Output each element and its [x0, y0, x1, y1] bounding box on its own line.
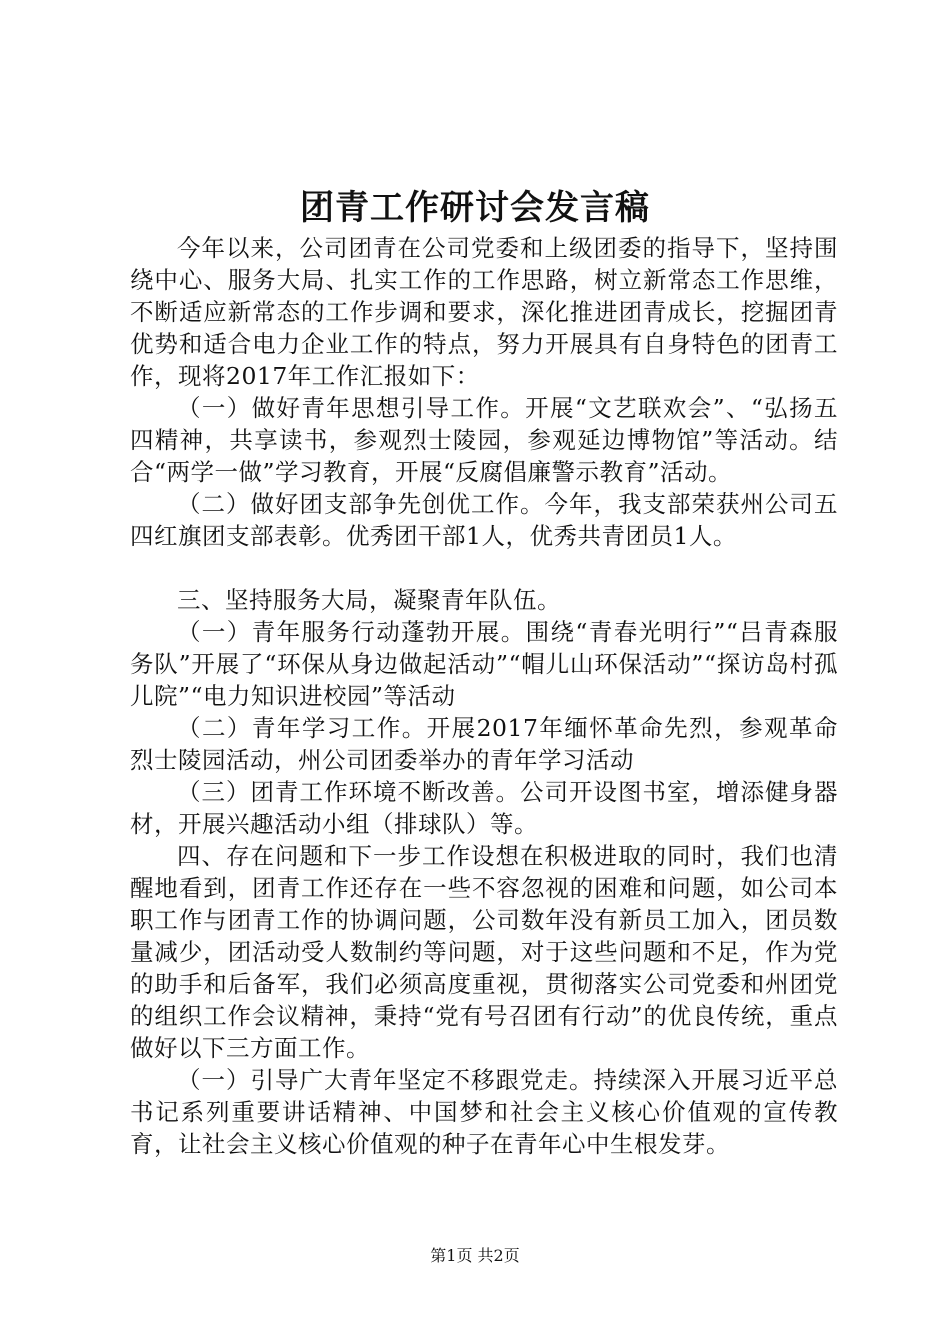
paragraph-gap — [130, 552, 838, 584]
paragraph-3-1: （一）青年服务行动蓬勃开展。围绕“青春光明行”“吕青森服务队”开展了“环保从身边做起活动”“帽儿山环保活动”“探访岛村孤儿院”“电力知识进校园”等活动 — [130, 618, 838, 710]
paragraph-3-3: （三）团青工作环境不断改善。公司开设图书室，增添健身器材，开展兴趣活动小组（排球队）等。 — [130, 778, 838, 838]
section-4: 四、存在问题和下一步工作设想在积极进取的同时，我们也清醒地看到，团青工作还存在一些不容忽视的困难和问题，如公司本职工作与团青工作的协调问题，公司数年没有新员工加入，团员数量减少，团活动受人数制约等问题，对于这些问题和不足，作为党的助手和后备军，我们必须高度重视，贯彻落实公司党委和州团党的组织工作会议精神，秉持“党有号召团有行动”的优良传统，重点做好以下三方面工作。 — [130, 842, 838, 1062]
paragraph-1-2: （二）做好团支部争先创优工作。今年，我支部荣获州公司五四红旗团支部表彰。优秀团干部1人，优秀共青团员1人。 — [130, 490, 838, 550]
paragraph-4-1: （一）引导广大青年坚定不移跟党走。持续深入开展习近平总书记系列重要讲话精神、中国梦和社会主义核心价值观的宣传教育，让社会主义核心价值观的种子在青年心中生根发芽。 — [130, 1066, 838, 1158]
paragraph-intro: 今年以来，公司团青在公司党委和上级团委的指导下，坚持围绕中心、服务大局、扎实工作的工作思路，树立新常态工作思维，不断适应新常态的工作步调和要求，深化推进团青成长，挖掘团青优势和适合电力企业工作的特点，努力开展具有自身特色的团青工作，现将2017年工作汇报如下： — [130, 234, 838, 390]
section-heading-3: 三、坚持服务大局，凝聚青年队伍。 — [177, 586, 561, 614]
page-footer: 第1页 共2页 — [430, 1246, 520, 1265]
paragraph-1-1: （一）做好青年思想引导工作。开展“文艺联欢会”、“弘扬五四精神，共享读书，参观烈士陵园，参观延边博物馆”等活动。结合“两学一做”学习教育，开展“反腐倡廉警示教育”活动。 — [130, 394, 838, 486]
document-body — [130, 232, 838, 1160]
paragraph-3-2: （二）青年学习工作。开展2017年缅怀革命先烈，参观革命烈士陵园活动，州公司团委举办的青年学习活动 — [130, 714, 838, 774]
document-title: 团青工作研讨会发言稿 — [300, 188, 650, 228]
